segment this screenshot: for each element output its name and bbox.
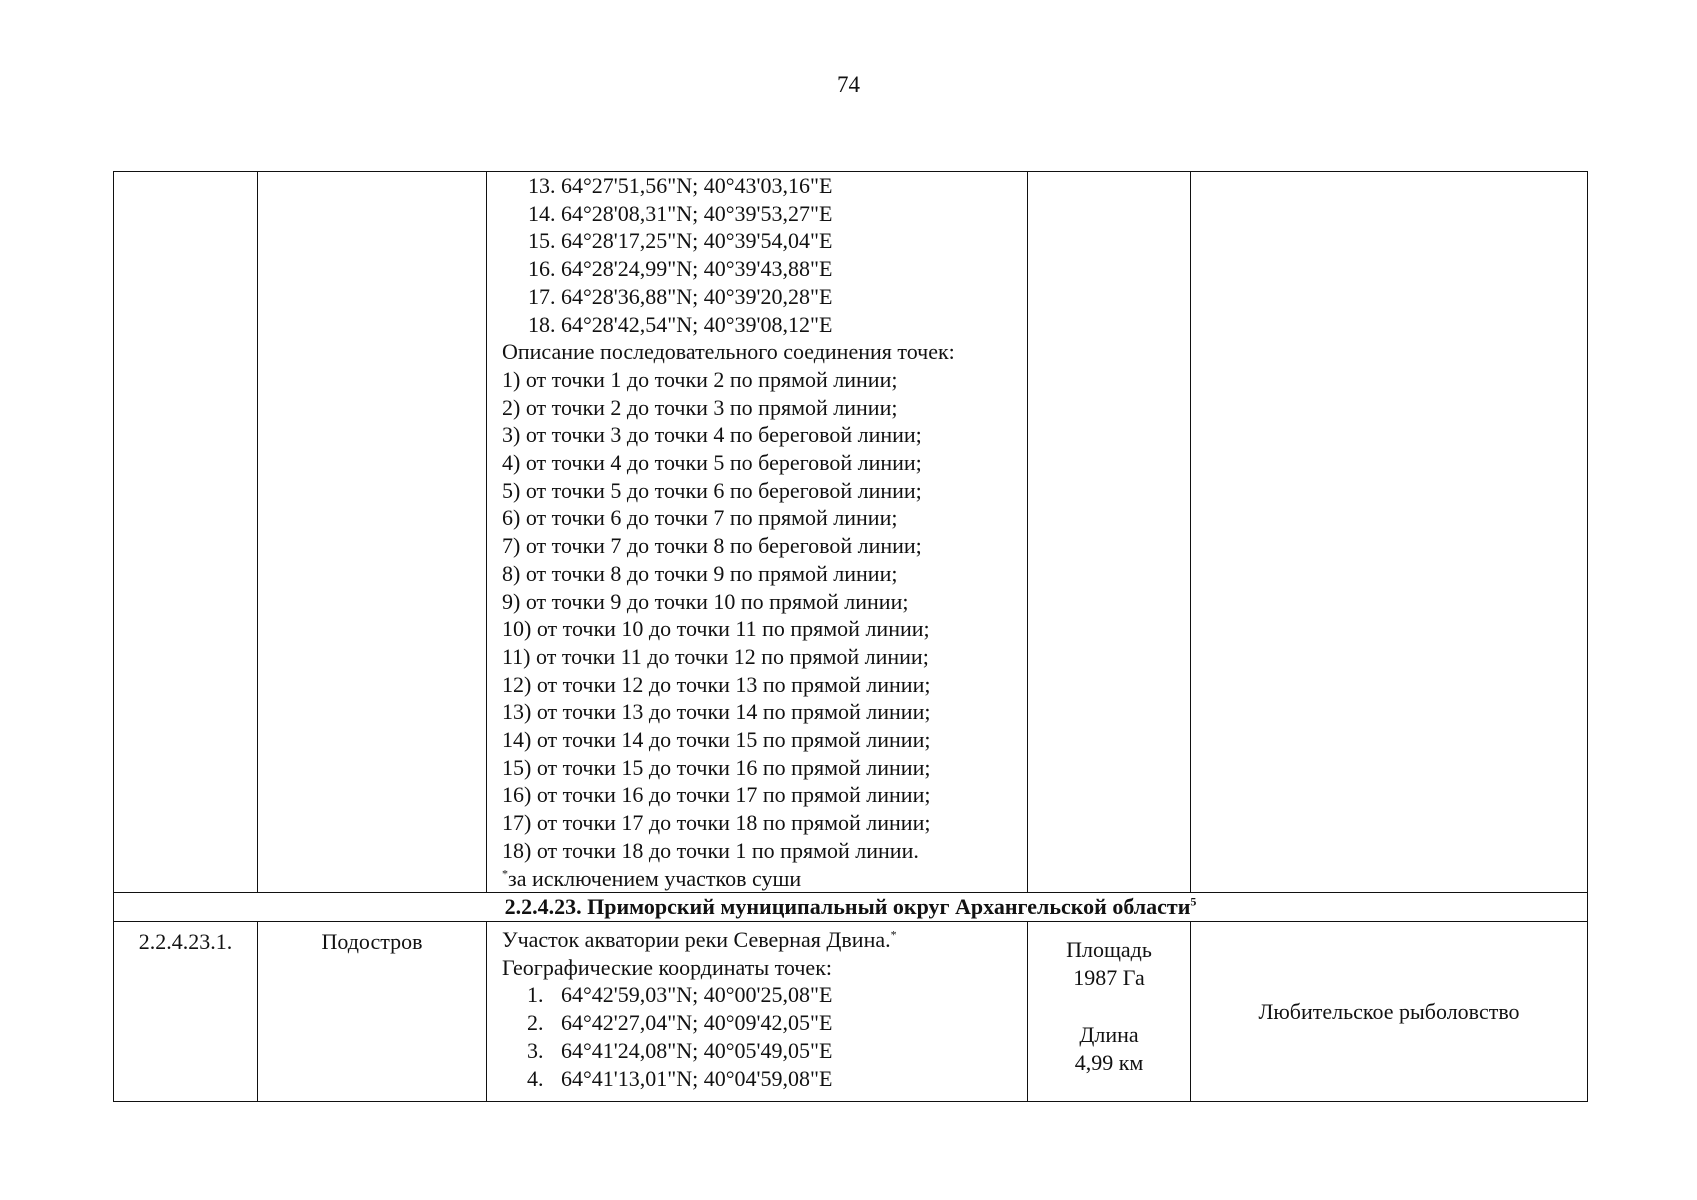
- point-number: 3.: [527, 1037, 544, 1063]
- entry-description-text: Участок акватории реки Северная Двина.: [502, 926, 891, 952]
- coordinate-line: 13. 64°27'51,56"N; 40°43'03,16"E: [528, 173, 833, 198]
- entry-description: [487, 926, 1027, 954]
- continued-number-cell: [114, 172, 258, 893]
- footnote-line: [487, 865, 1027, 893]
- connection-line: 15) от точки 15 до точки 16 по прямой линии;: [502, 754, 931, 780]
- entry-description-mark: *: [890, 927, 897, 942]
- connection-line: 14) от точки 14 до точки 15 по прямой линии;: [502, 727, 931, 753]
- continued-size-cell: [1028, 172, 1191, 893]
- area-value: 1987 Га: [1073, 964, 1145, 990]
- point-line: [487, 1037, 1027, 1065]
- connection-line: 9) от точки 9 до точки 10 по прямой линии;: [502, 588, 909, 614]
- point-number: 2.: [527, 1010, 544, 1036]
- continued-row: [114, 172, 1588, 893]
- point-coordinate: 64°41'13,01"N; 40°04'59,08"E: [561, 1065, 833, 1091]
- connection-line: 10) от точки 10 до точки 11 по прямой линии;: [502, 616, 930, 642]
- connection-heading: Описание последовательного соединения точек:: [502, 339, 955, 365]
- area-label: Площадь: [1066, 936, 1152, 962]
- point-line: [487, 981, 1027, 1009]
- length-label: Длина: [1079, 1022, 1139, 1048]
- connection-line: 8) от точки 8 до точки 9 по прямой линии;: [502, 560, 898, 586]
- point-coordinate: 64°42'27,04"N; 40°09'42,05"E: [561, 1010, 833, 1036]
- connection-line: 6) от точки 6 до точки 7 по прямой линии;: [502, 505, 898, 531]
- connection-line: 18) от точки 18 до точки 1 по прямой линии.: [502, 837, 919, 863]
- section-row: [114, 893, 1588, 922]
- connection-line: 13) от точки 13 до точки 14 по прямой линии;: [502, 699, 931, 725]
- point-coordinate: 64°42'59,03"N; 40°00'25,08"E: [561, 982, 833, 1008]
- point-line: [487, 1009, 1027, 1037]
- entry-name: Подостров: [258, 921, 487, 1101]
- connection-line: 5) от точки 5 до точки 6 по береговой линии;: [502, 477, 922, 503]
- point-number: 1.: [527, 982, 544, 1008]
- footnote-text: за исключением участков суши: [508, 865, 802, 891]
- point-line: [487, 1065, 1027, 1093]
- entry-number: 2.2.4.23.1.: [114, 921, 258, 1101]
- entry-purpose: Любительское рыболовство: [1191, 921, 1588, 1101]
- connection-line: 12) от точки 12 до точки 13 по прямой линии;: [502, 671, 931, 697]
- coordinate-line: 15. 64°28'17,25"N; 40°39'54,04"E: [528, 228, 833, 254]
- coordinate-line: 17. 64°28'36,88"N; 40°39'20,28"E: [528, 283, 833, 309]
- coordinate-line: 16. 64°28'24,99"N; 40°39'43,88"E: [528, 256, 833, 282]
- connection-line: 3) от точки 3 до точки 4 по береговой линии;: [502, 422, 922, 448]
- point-number: 4.: [527, 1065, 544, 1091]
- connection-line: 2) от точки 2 до точки 3 по прямой линии;: [502, 394, 898, 420]
- section-title: 2.2.4.23. Приморский муниципальный округ Архангельской области: [504, 894, 1191, 920]
- connection-line: 11) от точки 11 до точки 12 по прямой линии;: [502, 643, 929, 669]
- section-footnote-ref: 5: [1190, 894, 1197, 909]
- connection-line: 16) от точки 16 до точки 17 по прямой линии;: [502, 782, 931, 808]
- entry-description-cell: [487, 921, 1028, 1101]
- coords-heading: Географические координаты точек:: [502, 954, 832, 980]
- point-coordinate: 64°41'24,08"N; 40°05'49,05"E: [561, 1037, 833, 1063]
- coordinate-line: 18. 64°28'42,54"N; 40°39'08,12"E: [528, 311, 833, 337]
- continued-name-cell: [258, 172, 487, 893]
- footnote-mark: *: [502, 866, 508, 881]
- continued-purpose-cell: [1191, 172, 1588, 893]
- connection-line: 17) от точки 17 до точки 18 по прямой линии;: [502, 810, 931, 836]
- length-value: 4,99 км: [1074, 1050, 1144, 1076]
- fishing-areas-table: [113, 171, 1588, 1102]
- page-number: 74: [837, 72, 860, 97]
- connection-line: 7) от точки 7 до точки 8 по береговой линии;: [502, 533, 922, 559]
- coordinate-line: 14. 64°28'08,31"N; 40°39'53,27"E: [528, 200, 833, 226]
- connection-line: 4) от точки 4 до точки 5 по береговой линии;: [502, 450, 922, 476]
- connection-line: 1) от точки 1 до точки 2 по прямой линии;: [502, 366, 898, 392]
- continued-description-cell: [487, 172, 1028, 893]
- section-heading: [114, 893, 1588, 922]
- entry-row: [114, 921, 1588, 1101]
- entry-size-cell: [1028, 921, 1191, 1101]
